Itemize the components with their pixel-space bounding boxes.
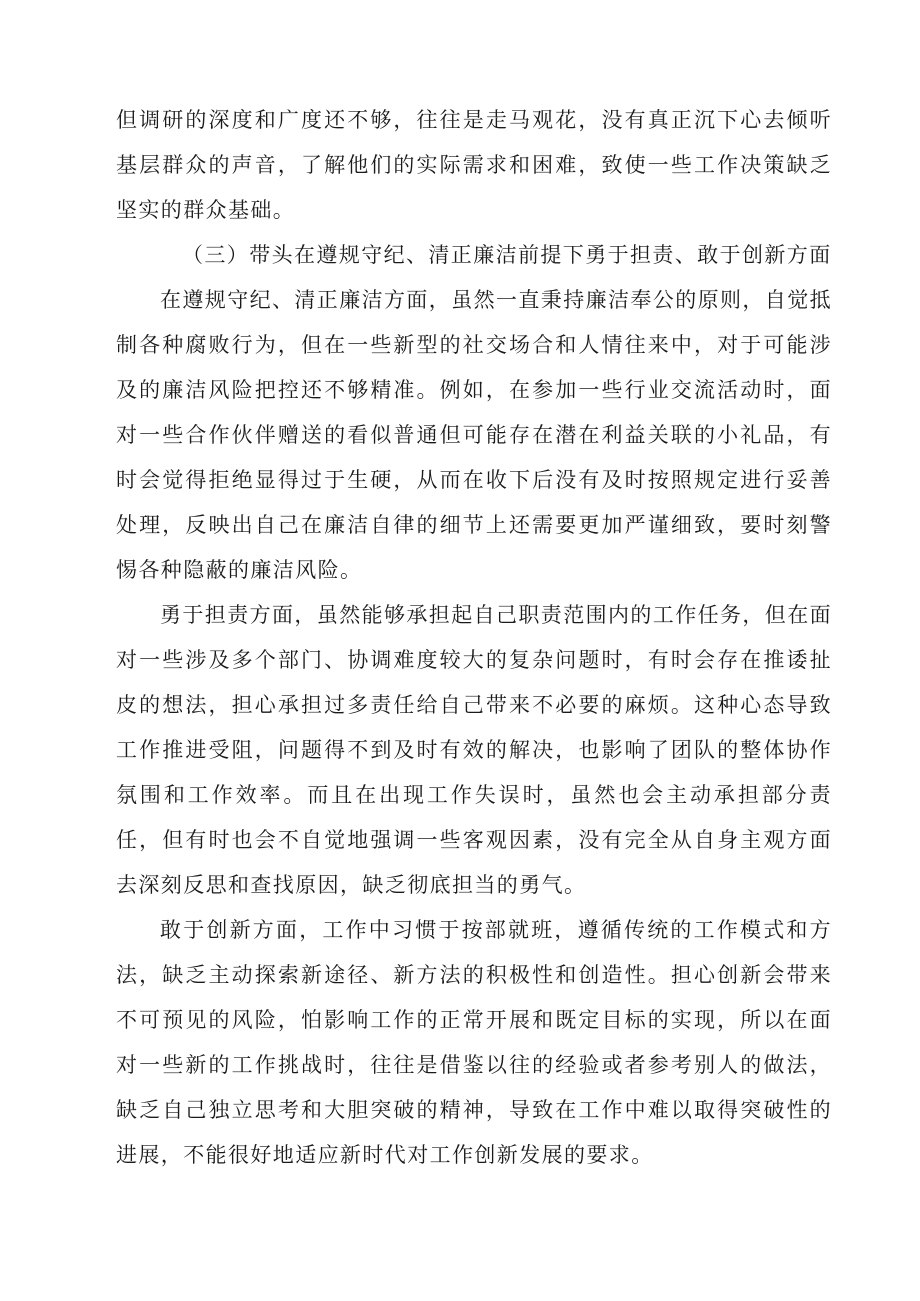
- paragraph-integrity: 在遵规守纪、清正廉洁方面，虽然一直秉持廉洁奉公的原则，自觉抵制各种腐败行为，但在一些新型的社交场合和人情往来中，对于可能涉及的廉洁风险把控还不够精准。例如，在参加一些行业交流活动时，面对一些合作伙伴赠送的看似普通但可能存在潜在利益关联的小礼品，有时会觉得拒绝显得过于生硬，从而在收下后没有及时按照规定进行妥善处理，反映出自己在廉洁自律的细节上还需要更加严谨细致，要时刻警惕各种隐蔽的廉洁风险。: [116, 288, 832, 582]
- paragraph-continuation: 但调研的深度和广度还不够，往往是走马观花，没有真正沉下心去倾听基层群众的声音，了解他们的实际需求和困难，致使一些工作决策缺乏坚实的群众基础。: [116, 108, 832, 222]
- section-heading: （三）带头在遵规守纪、清正廉洁前提下勇于担责、敢于创新方面: [182, 243, 832, 267]
- document-body: [116, 98, 832, 1178]
- paragraph-innovation: 敢于创新方面，工作中习惯于按部就班，遵循传统的工作模式和方法，缺乏主动探索新途径、新方法的积极性和创造性。担心创新会带来不可预见的风险，怕影响工作的正常开展和既定目标的实现，所以在面对一些新的工作挑战时，往往是借鉴以往的经验或者参考别人的做法，缺乏自己独立思考和大胆突破的精神，导致在工作中难以取得突破性的进展，不能很好地适应新时代对工作创新发展的要求。: [116, 918, 832, 1167]
- paragraph-responsibility: 勇于担责方面，虽然能够承担起自己职责范围内的工作任务，但在面对一些涉及多个部门、协调难度较大的复杂问题时，有时会存在推诿扯皮的想法，担心承担过多责任给自己带来不必要的麻烦。这种心态导致工作推进受阻，问题得不到及时有效的解决，也影响了团队的整体协作氛围和工作效率。而且在出现工作失误时，虽然也会主动承担部分责任，但有时也会不自觉地强调一些客观因素，没有完全从自身主观方面去深刻反思和查找原因，缺乏彻底担当的勇气。: [116, 603, 832, 897]
